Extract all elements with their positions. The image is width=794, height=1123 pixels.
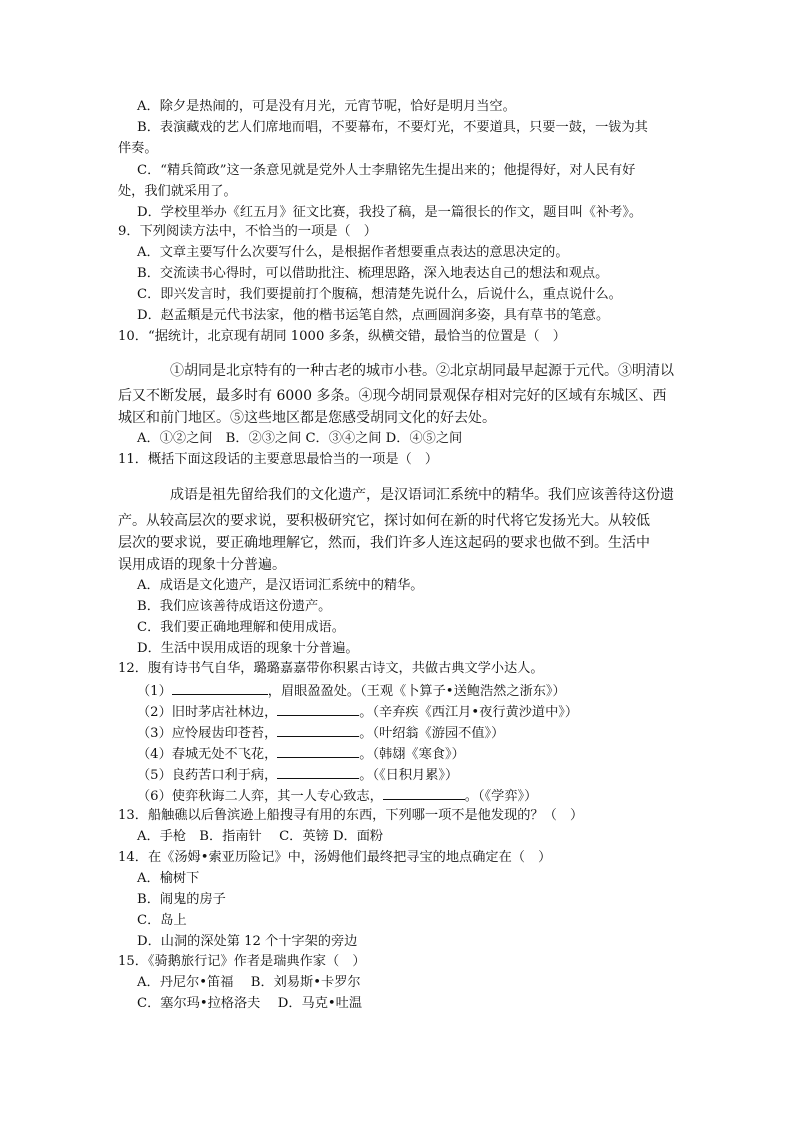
q12-item-4 <box>137 743 465 763</box>
q11-option-b: B．我们应该善待成语这份遗产。 <box>137 599 332 614</box>
q12-item-6-suffix: 。（《学弈》） <box>464 789 538 804</box>
q14-option-b: B．闹鬼的房子 <box>137 892 226 907</box>
q12-item-1 <box>137 680 566 700</box>
q12-item-5-prefix: （5）良药苦口利于病， <box>137 768 278 783</box>
q12-item-2-blank[interactable] <box>277 701 359 716</box>
q15-options-row-1: A．丹尼尔•笛福 B．刘易斯•卡罗尔 <box>137 975 361 990</box>
q15-options-row-2: C．塞尔玛•拉格洛夫 D．马克•吐温 <box>137 996 363 1011</box>
q9-option-b: B．交流读书心得时，可以借助批注、梳理思路，深入地表达自己的想法和观点。 <box>137 266 609 281</box>
q14-option-d: D．山洞的深处第 12 个十字架的旁边 <box>137 934 358 949</box>
q13-options: A．手枪 B．指南针 C．英镑 D．面粉 <box>137 829 384 844</box>
q9-option-c: C．即兴发言时，我们要提前打个腹稿，想清楚先说什么，后说什么，重点说什么。 <box>137 287 622 302</box>
q12-item-5-suffix: 。（《日积月累》） <box>359 768 459 783</box>
q12-item-1-blank[interactable] <box>172 680 268 695</box>
q12-stem: 12．腹有诗书气自华，璐璐嘉嘉带你积累古诗文，共做古典文学小达人。 <box>118 661 544 676</box>
q12-item-6-prefix: （6）使弈秋诲二人弈，其一人专心致志， <box>137 789 383 804</box>
q12-item-6 <box>137 785 537 805</box>
q8-option-c-cont: 处，我们就采用了。 <box>118 184 237 199</box>
q12-item-3 <box>137 722 504 742</box>
q12-item-6-blank[interactable] <box>383 785 465 800</box>
q14-stem: 14．在《汤姆•索亚历险记》中，汤姆他们最终把寻宝的地点确定在（ ） <box>118 850 552 865</box>
q10-passage-line-2: 后又不断发展，最多时有 6000 多条。④现今胡同景观保存相对完好的区域有东城区、西 <box>118 388 667 404</box>
q10-stem: 10．“据统计，北京现有胡同 1000 多条，纵横交错，最恰当的位置是（ ） <box>118 329 566 344</box>
q12-item-3-prefix: （3）应怜屐齿印苍苔， <box>137 726 278 741</box>
q12-item-4-suffix: 。（韩翃《寒食》） <box>359 747 465 762</box>
q12-item-4-blank[interactable] <box>277 743 359 758</box>
q11-passage-line-3: 层次的要求说，要正确地理解它，然而，我们许多人连这起码的要求也做不到。生活中 <box>118 535 650 551</box>
q12-item-5-blank[interactable] <box>277 764 359 779</box>
q10-passage-line-3: 城区和前门地区。⑤这些地区都是您感受胡同文化的好去处。 <box>118 410 496 426</box>
q9-stem: 9．下列阅读方法中，不恰当的一项是（ ） <box>118 224 377 239</box>
q13-stem: 13．船触礁以后鲁滨逊上船搜寻有用的东西，下列哪一项不是他发现的？（ ） <box>118 808 584 823</box>
q10-options: A．①②之间 B．②③之间 C．③④之间 D．④⑤之间 <box>137 431 463 446</box>
q12-item-2 <box>137 701 578 721</box>
q12-item-2-suffix: 。（辛弃疾《西江月•夜行黄沙道中》） <box>359 705 579 720</box>
q14-option-c: C．岛上 <box>137 913 187 928</box>
q8-option-b-cont: 伴奏。 <box>118 141 158 156</box>
q11-passage-line-1: 成语是祖先留给我们的文化遗产，是汉语词汇系统中的精华。我们应该善待这份遗 <box>170 487 674 503</box>
q11-option-a: A．成语是文化遗产，是汉语词汇系统中的精华。 <box>137 578 424 593</box>
q11-stem: 11．概括下面这段话的主要意思最恰当的一项是（ ） <box>118 452 439 467</box>
q11-option-d: D．生活中误用成语的现象十分普遍。 <box>137 641 359 656</box>
q15-stem: 15．《骑鹅旅行记》作者是瑞典作家（ ） <box>118 954 366 969</box>
q10-passage-line-1: ①胡同是北京特有的一种古老的城市小巷。②北京胡同最早起源于元代。③明清以 <box>170 363 674 379</box>
q12-item-1-suffix: ，眉眼盈盈处。（王观《卜算子•送鲍浩然之浙东》） <box>267 684 566 699</box>
q12-item-4-prefix: （4）春城无处不飞花， <box>137 747 278 762</box>
q8-option-b: B．表演藏戏的艺人们席地而唱，不要幕布，不要灯光，不要道具，只要一鼓，一钹为其 <box>137 120 648 135</box>
q14-option-a: A．榆树下 <box>137 871 200 886</box>
q8-option-d: D．学校里举办《红五月》征文比赛，我投了稿，是一篇很长的作文，题目叫《补考》。 <box>137 205 643 220</box>
q11-passage-line-2: 产。从较高层次的要求说，要积极研究它，探讨如何在新的时代将它发扬光大。从较低 <box>118 513 650 529</box>
q12-item-3-suffix: 。（叶绍翁《游园不值》） <box>359 726 505 741</box>
q8-option-a: A．除夕是热闹的，可是没有月光，元宵节呢，恰好是明月当空。 <box>137 99 516 114</box>
q8-option-c: C．“精兵简政”这一条意见就是党外人士李鼎铭先生提出来的；他提得好，对人民有好 <box>137 163 636 178</box>
q12-item-3-blank[interactable] <box>277 722 359 737</box>
q12-item-5 <box>137 764 458 784</box>
q11-option-c: C．我们要正确地理解和使用成语。 <box>137 620 345 635</box>
q12-item-1-prefix: （1） <box>137 684 172 699</box>
q9-option-d: D．赵孟頫是元代书法家，他的楷书运笔自然，点画圆润多姿，具有草书的笔意。 <box>137 308 610 323</box>
q9-option-a: A．文章主要写什么次要写什么，是根据作者想要重点表达的意思决定的。 <box>137 245 569 260</box>
q11-passage-line-4: 误用成语的现象十分普遍。 <box>118 557 286 573</box>
q12-item-2-prefix: （2）旧时茅店社林边， <box>137 705 278 720</box>
